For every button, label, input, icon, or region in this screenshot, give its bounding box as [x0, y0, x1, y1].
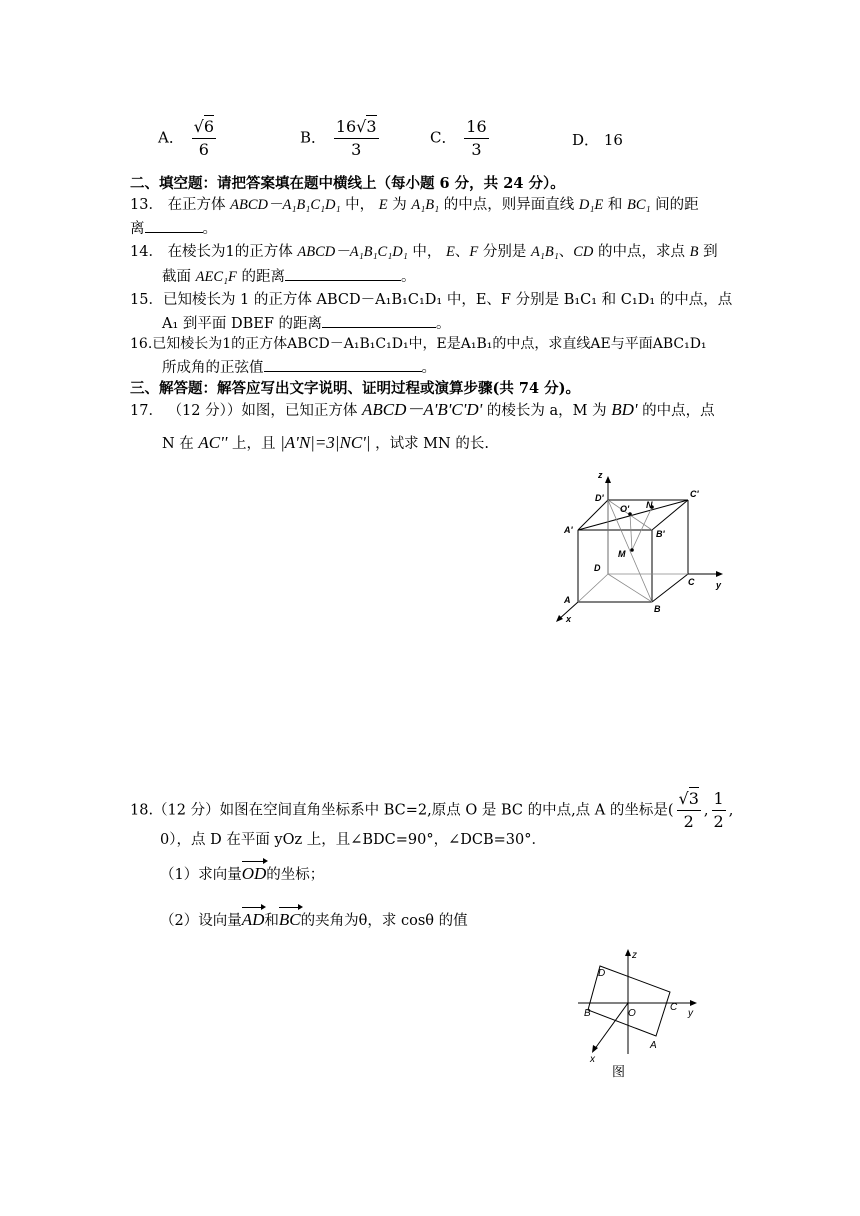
- coord-c-label: C: [670, 1002, 678, 1013]
- q15-line2: [162, 313, 451, 334]
- q16-end: 。: [421, 360, 436, 376]
- choice-c-numerator: 16: [464, 116, 488, 139]
- choice-b: [300, 116, 382, 161]
- q14-text-4: 的中点，求点: [598, 244, 686, 260]
- q14-point-e: E: [446, 244, 455, 260]
- choice-a-fraction: $\frac{√6}{6}$: [193, 117, 215, 159]
- q18-s2-text-3: 的夹角为θ，求 cosθ 的值: [300, 913, 468, 929]
- choice-c-label: C．: [430, 128, 457, 147]
- coord-o-label: O: [628, 1008, 636, 1019]
- q16-answer-blank[interactable]: [264, 357, 422, 372]
- q18-s1-text-1: （1）求向量: [160, 867, 242, 883]
- q18-s1-text-2: 的坐标；: [266, 867, 325, 883]
- choice-d: [572, 130, 623, 150]
- q14-text-5: 到: [703, 244, 718, 260]
- coord-b-label: B: [584, 1008, 591, 1019]
- q14-text-6: 截面: [162, 269, 191, 285]
- q13-text-4: 的中点，则异面直线: [443, 197, 575, 213]
- q16-line1: 16.已知棱长为1的正方体ABCD－A₁B₁C₁D₁中，E是A₁B₁的中点，求直线AE与平面ABC₁D₁: [130, 336, 707, 352]
- choice-a-label: A．: [158, 128, 184, 147]
- cube-b-label: B: [654, 604, 661, 614]
- q14-cube: ABCD－A₁B₁C₁D₁: [297, 244, 408, 260]
- choice-b-coefficient: 16: [335, 117, 357, 136]
- q17-segment-ac: AC'': [198, 433, 228, 452]
- q13-text-2: 中，: [345, 197, 375, 213]
- cube-y-label: y: [716, 580, 722, 590]
- q17-line1: [130, 400, 715, 421]
- q18-comma2: ,: [728, 802, 734, 819]
- cube-n-label: N: [646, 500, 653, 510]
- q14-answer-blank[interactable]: [285, 266, 401, 281]
- choice-d-label: D．: [572, 131, 600, 149]
- choice-d-value: 16: [603, 131, 623, 149]
- q14-text-1: 在棱长为1的正方体: [167, 244, 293, 260]
- q13-end: 。: [202, 221, 217, 237]
- q14-segment-cd: CD: [573, 244, 594, 260]
- q14-text-2: 中，: [412, 244, 442, 260]
- cube-a-label: A: [564, 595, 571, 605]
- cube-o-prime-label: O': [620, 504, 630, 514]
- q13-text-7: 离: [130, 221, 145, 237]
- coord-x-label: x: [590, 1054, 595, 1065]
- q14-line1: [130, 242, 718, 262]
- q18-vector-bc: BC: [278, 910, 301, 929]
- q18-fraction-2: [712, 788, 726, 833]
- choice-c-denominator: 3: [471, 140, 482, 159]
- q17-text-3: 的中点，点: [642, 403, 715, 419]
- q14-text-7: 的距离: [241, 269, 286, 285]
- choice-a-denominator: 6: [198, 140, 209, 159]
- q17-segment-bd: BD': [611, 400, 638, 419]
- cube-c-label: C: [688, 577, 695, 587]
- q13-text-1: 在正方体: [167, 197, 226, 213]
- q18-subquestion-1: [160, 864, 324, 885]
- q17-text-4: N 在: [162, 436, 194, 452]
- q13-line-d1e: D₁E: [578, 197, 604, 213]
- choice-a: [158, 116, 219, 161]
- q18-comma: ,: [703, 802, 709, 819]
- q18-s2-text-1: （2）设向量: [160, 913, 242, 929]
- choice-b-label: B．: [300, 128, 327, 147]
- q14-number: 14．: [130, 244, 163, 260]
- cube-figure: [540, 470, 740, 630]
- q17-equation: |A'N|=3|NC'|: [280, 433, 371, 452]
- q16-line2: [162, 357, 436, 378]
- q13-text-5: 和: [607, 197, 623, 213]
- q17-number: 17．: [130, 403, 163, 419]
- q16-text: 所成角的正弦值: [162, 360, 264, 376]
- q18-fraction-1: $\frac{√3}{2}$: [678, 789, 699, 831]
- coordinate-figure: [570, 944, 720, 1084]
- q18-s2-text-2: 和: [264, 913, 279, 929]
- q17-cube: ABCD－A'B'C'D': [361, 400, 483, 419]
- q17-text-6: ，试求 MN 的长.: [375, 436, 489, 452]
- q18-fraction-2-numerator: 1: [712, 788, 726, 811]
- q18-line1: [130, 788, 733, 833]
- cube-c-prime-label: C': [690, 489, 699, 499]
- q13-text-3: 为: [392, 197, 407, 213]
- section2-heading: 二、填空题：请把答案填在题中横线上（每小题 6 分，共 24 分）。: [130, 175, 565, 192]
- choice-c-fraction: [464, 116, 488, 161]
- q13-number: 13．: [130, 197, 163, 213]
- q18-vector-ad: AD: [241, 910, 265, 929]
- coord-figure-caption: 图: [612, 1064, 626, 1079]
- q13-text-6: 间的距: [655, 197, 699, 213]
- q13-line-bc1: BC₁: [626, 197, 651, 213]
- q13-answer-blank[interactable]: [145, 218, 203, 233]
- q15-answer-blank[interactable]: [322, 313, 436, 328]
- q14-end: 。: [401, 269, 416, 285]
- coord-d-label: D: [598, 968, 606, 979]
- q14-point-f: F: [469, 244, 479, 260]
- q18-fraction-2-denominator: 2: [713, 812, 724, 831]
- choice-b-denominator: 3: [351, 140, 362, 159]
- q14-line2: [162, 266, 416, 287]
- q14-point-b: B: [689, 244, 699, 260]
- q18-fraction-1-denominator: 2: [683, 812, 694, 831]
- q14-plane: AEC₁F: [195, 269, 237, 285]
- q17-text-2: 的棱长为 a，M 为: [486, 403, 607, 419]
- cube-a-prime-label: A': [564, 525, 573, 535]
- q18-vector-od: OD: [241, 864, 267, 883]
- section3-heading: 三、解答题：解答应写出文字说明、证明过程或演算步骤(共 74 分)。: [130, 380, 580, 397]
- q18-subquestion-2: [160, 910, 468, 931]
- q17-text-5: 上，且: [232, 436, 276, 452]
- cube-d-prime-label: D': [595, 493, 604, 503]
- q15-line1: 15．已知棱长为 1 的正方体 ABCD－A₁B₁C₁D₁ 中，E、F 分别是 B₁C₁ 和 C₁D₁ 的中点，点: [130, 292, 733, 308]
- choice-b-radicand: 3: [366, 117, 377, 136]
- q18-fraction-1-radicand: 3: [688, 789, 699, 808]
- coord-z-label: z: [632, 950, 637, 961]
- choice-a-radicand: 6: [203, 117, 215, 136]
- q13-cube: ABCD－A₁B₁C₁D₁: [230, 197, 341, 213]
- q13-line1: [130, 195, 699, 215]
- q18-text-1: 18.（12 分）如图在空间直角坐标系中 BC=2,原点 O 是 BC 的中点,点 A 的坐标是(: [130, 802, 674, 819]
- q13-segment-a1b1: A₁B₁: [411, 197, 440, 213]
- q14-text-3: 分别是: [482, 244, 527, 260]
- cube-x-label: x: [566, 614, 572, 624]
- q15-end: 。: [436, 316, 451, 332]
- choice-c: [430, 116, 492, 161]
- q18-line2: 0），点 D 在平面 yOz 上，且∠BDC=90°，∠DCB=30°．: [160, 832, 547, 848]
- q15-text: A₁ 到平面 DBEF 的距离: [162, 316, 323, 332]
- q14-sep2: 、: [558, 244, 574, 260]
- q14-segment-a1b1: A₁B₁: [530, 244, 559, 260]
- q13-point-e: E: [378, 197, 388, 213]
- q17-line2: [162, 433, 489, 454]
- q17-text-1: （12 分））如图，已知正方体: [167, 403, 358, 419]
- q13-line2: [130, 218, 217, 239]
- cube-m-label: M: [618, 549, 626, 559]
- q14-sep: 、: [454, 244, 470, 260]
- cube-z-label: z: [598, 470, 603, 480]
- coord-y-label: y: [688, 1008, 693, 1019]
- coord-a-label: A: [650, 1040, 657, 1051]
- cube-b-prime-label: B': [656, 529, 665, 539]
- cube-d-label: D: [594, 563, 601, 573]
- choice-b-fraction: $\frac{16√3}{3}$: [335, 117, 377, 159]
